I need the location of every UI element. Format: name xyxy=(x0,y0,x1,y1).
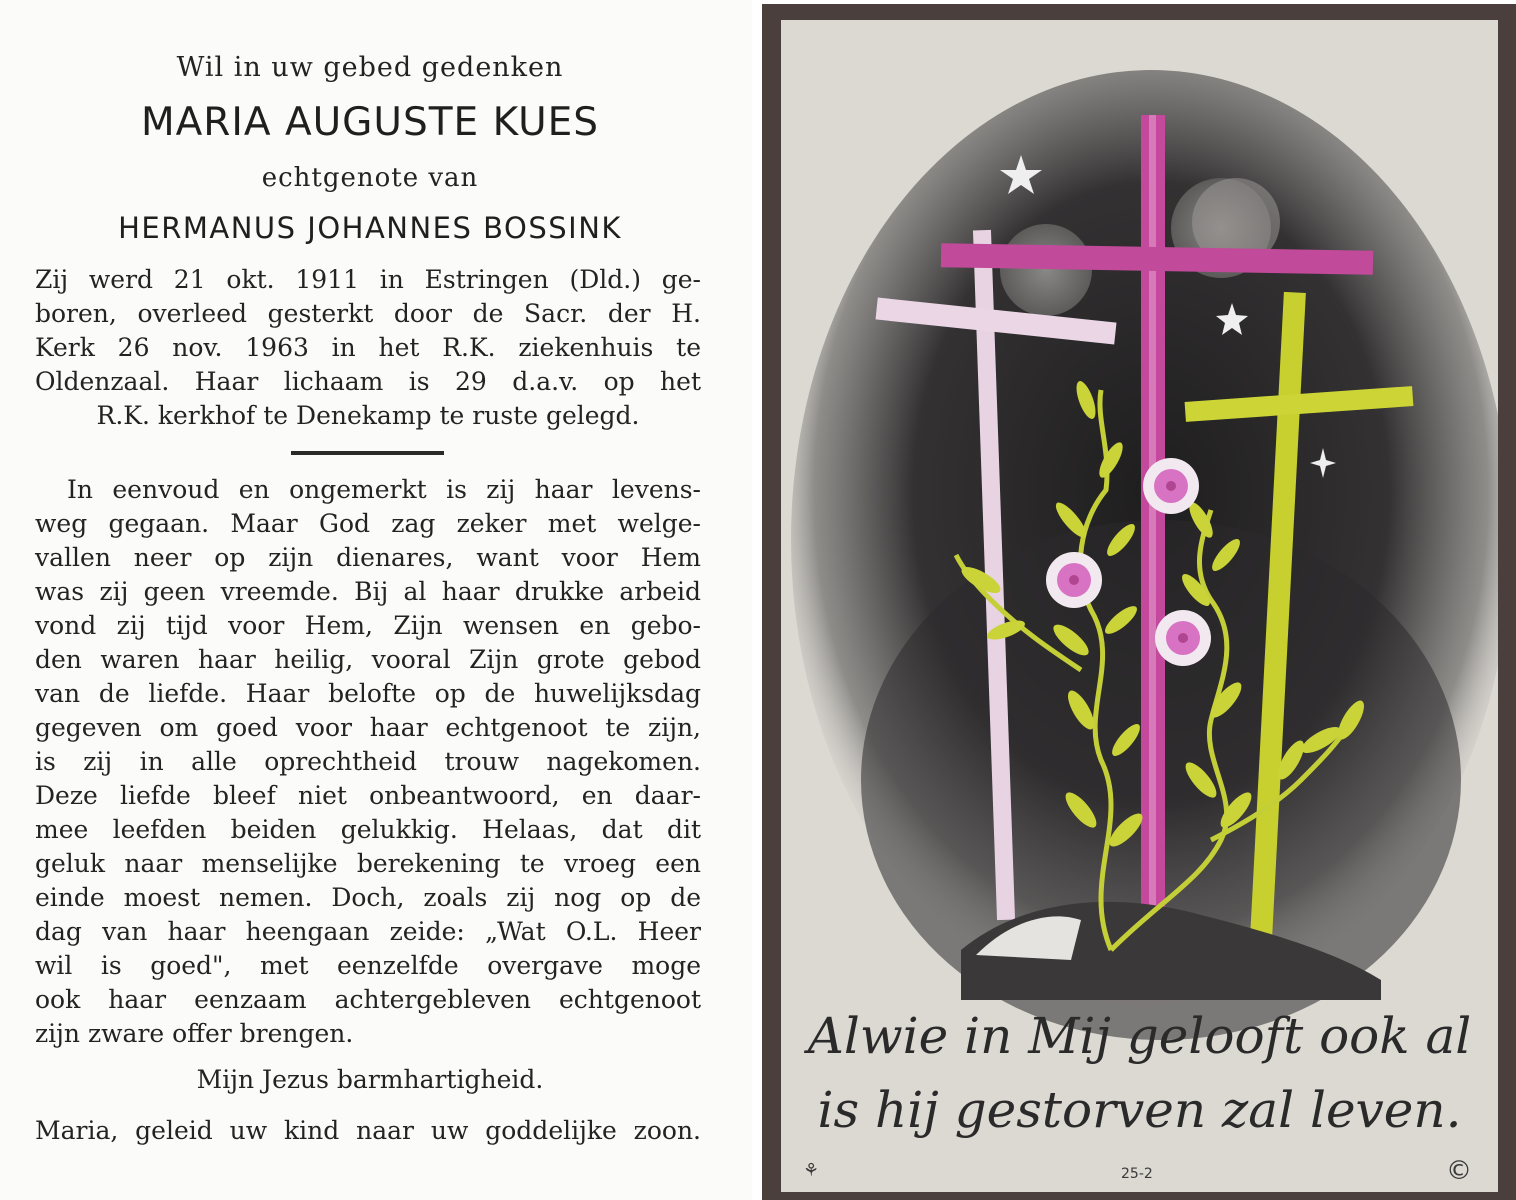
story-paragraph xyxy=(35,473,701,1051)
deceased-name: MARIA AUGUSTE KUES xyxy=(140,100,600,145)
scripture-verse-line: Alwie in Mij gelooft ook al xyxy=(807,1007,1472,1065)
story-line: weg gegaan. Maar God zag zeker met welge- xyxy=(35,509,701,538)
prayer-line: Maria, geleid uw kind naar uw goddelijke zoon. xyxy=(35,1116,701,1145)
divider-rule xyxy=(291,451,444,455)
picture-page xyxy=(762,0,1516,1200)
scripture-verse-line: is hij gestorven zal leven. xyxy=(817,1081,1462,1139)
flower-icon xyxy=(1046,552,1102,608)
moon-icon xyxy=(1000,224,1092,316)
intro-line: Wil in uw gebed gedenken xyxy=(176,52,564,83)
story-line: einde moest nemen. Doch, zoals zij nog op de xyxy=(35,883,701,912)
print-code: 25-2 xyxy=(1121,1166,1153,1182)
biography-line: R.K. kerkhof te Denekamp te ruste gelegd. xyxy=(96,401,640,430)
story-line: den waren haar heilig, vooral Zijn grote gebod xyxy=(35,645,701,674)
story-line: was zij geen vreemde. Bij al haar drukke arbeid xyxy=(35,577,701,606)
text-page xyxy=(0,0,752,1200)
story-line: mee leefden beiden gelukkig. Helaas, dat dit xyxy=(35,815,701,844)
card-frame xyxy=(762,4,1516,1200)
biography-line: Zij werd 21 okt. 1911 in Estringen (Dld.) ge- xyxy=(35,265,701,294)
publisher-mark-icon: © xyxy=(1446,1156,1472,1186)
story-line: dag van haar heengaan zeide: „Wat O.L. Heer xyxy=(35,917,701,946)
story-line: wil is goed", met eenzelfde overgave moge xyxy=(35,951,701,980)
story-line: zijn zware offer brengen. xyxy=(35,1019,354,1048)
story-line: In eenvoud en ongemerkt is zij haar levens- xyxy=(67,475,701,504)
spouse-name: HERMANUS JOHANNES BOSSINK xyxy=(118,211,622,245)
spouse-intro: echtgenote van xyxy=(261,163,479,193)
monogram-icon: ⚘ xyxy=(803,1160,820,1181)
biography-line: boren, overleed gesterkt door de Sacr. der H. xyxy=(35,299,701,328)
story-line: vond zij tijd voor Hem, Zijn wensen en gebo- xyxy=(35,611,701,640)
devotional-picture xyxy=(781,20,1498,1192)
story-line: vallen neer op zijn dienares, want voor Hem xyxy=(35,543,701,572)
biography-line: Kerk 26 nov. 1963 in het R.K. ziekenhuis te xyxy=(35,333,701,362)
story-line: ook haar eenzaam achtergebleven echtgenoot xyxy=(35,985,701,1014)
prayer-line: Mijn Jezus barmhartigheid. xyxy=(196,1065,544,1094)
story-line: geluk naar menselijke berekening te vroeg een xyxy=(35,849,701,878)
flower-icon xyxy=(1155,610,1211,666)
story-line: gegeven om goed voor haar echtgenoot te zijn, xyxy=(35,713,701,742)
story-line: van de liefde. Haar belofte op de huwelijksdag xyxy=(35,679,701,708)
flower-icon xyxy=(1143,458,1199,514)
biography-paragraph xyxy=(35,263,701,433)
story-line: Deze liefde bleef niet onbeantwoord, en daar- xyxy=(35,781,701,810)
story-line: is zij in alle oprechtheid trouw nagekomen. xyxy=(35,747,701,776)
biography-line: Oldenzaal. Haar lichaam is 29 d.a.v. op het xyxy=(35,367,701,396)
